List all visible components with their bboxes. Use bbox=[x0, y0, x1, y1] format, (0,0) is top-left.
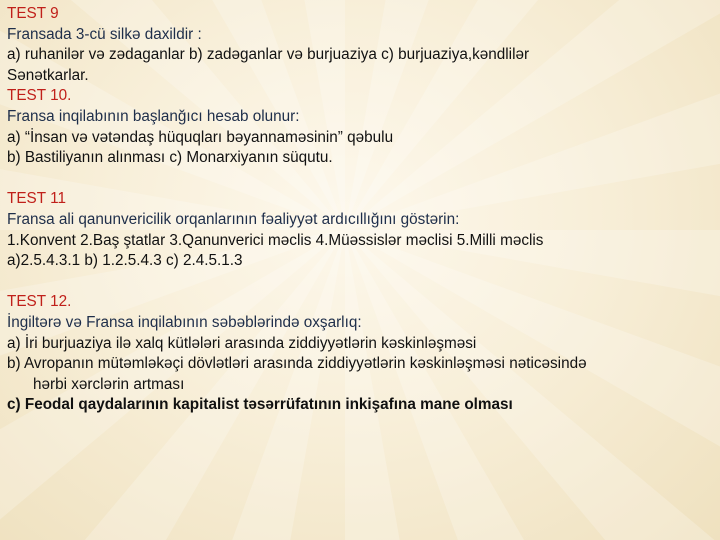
test-9-heading: TEST 9 bbox=[7, 5, 59, 22]
test-9-answers: a) ruhanilər və zədaganlar b) zadəganlar və burjuaziya c) burjuaziya,kəndlilər bbox=[7, 46, 530, 64]
test-12-question: İngiltərə və Fransa inqilabının səbəblərində oxşarlıq: bbox=[7, 313, 362, 331]
test-12-heading: TEST 12. bbox=[7, 293, 72, 311]
test-document bbox=[7, 4, 715, 416]
test-12-answer-c: c) Feodal qaydalarının kapitalist təsərrüfatının inkişafına mane olması bbox=[7, 396, 513, 414]
test-10-question: Fransa inqilabının başlanğıcı hesab olunur: bbox=[7, 107, 300, 125]
test-12-answer-a: a) İri burjuaziya ilə xalq kütlələri arasında ziddiyyətlərin kəskinləşməsi bbox=[7, 334, 477, 352]
test-11-heading: TEST 11 bbox=[7, 190, 66, 208]
test-10-answer-a: a) “İnsan və vətəndaş hüquqları bəyannaməsinin” qəbulu bbox=[7, 128, 394, 146]
test-11-items: 1.Konvent 2.Baş ştatlar 3.Qanunverici məclis 4.Müəssislər məclisi 5.Milli məclis bbox=[7, 231, 544, 249]
test-12-answer-b-continued: hərbi xərclərin artması bbox=[33, 375, 185, 393]
test-10-heading: TEST 10. bbox=[7, 87, 72, 105]
test-9-answers-continued: Sənətkarlar. bbox=[7, 66, 89, 84]
spacer bbox=[7, 169, 715, 190]
test-11-question: Fransa ali qanunvericilik orqanlarının fəaliyyət ardıcıllığını göstərin: bbox=[7, 210, 460, 228]
spacer bbox=[7, 272, 715, 293]
test-9-question: Fransada 3-cü silkə daxildir : bbox=[7, 25, 202, 43]
test-11-answers: a)2.5.4.3.1 b) 1.2.5.4.3 c) 2.4.5.1.3 bbox=[7, 252, 243, 270]
test-12-answer-b: b) Avropanın mütəmləkəçi dövlətləri arasında ziddiyyətlərin kəskinləşməsi nəticəsində bbox=[7, 355, 587, 373]
test-10-answer-b-c: b) Bastiliyanın alınması c) Monarxiyanın süqutu. bbox=[7, 149, 333, 167]
